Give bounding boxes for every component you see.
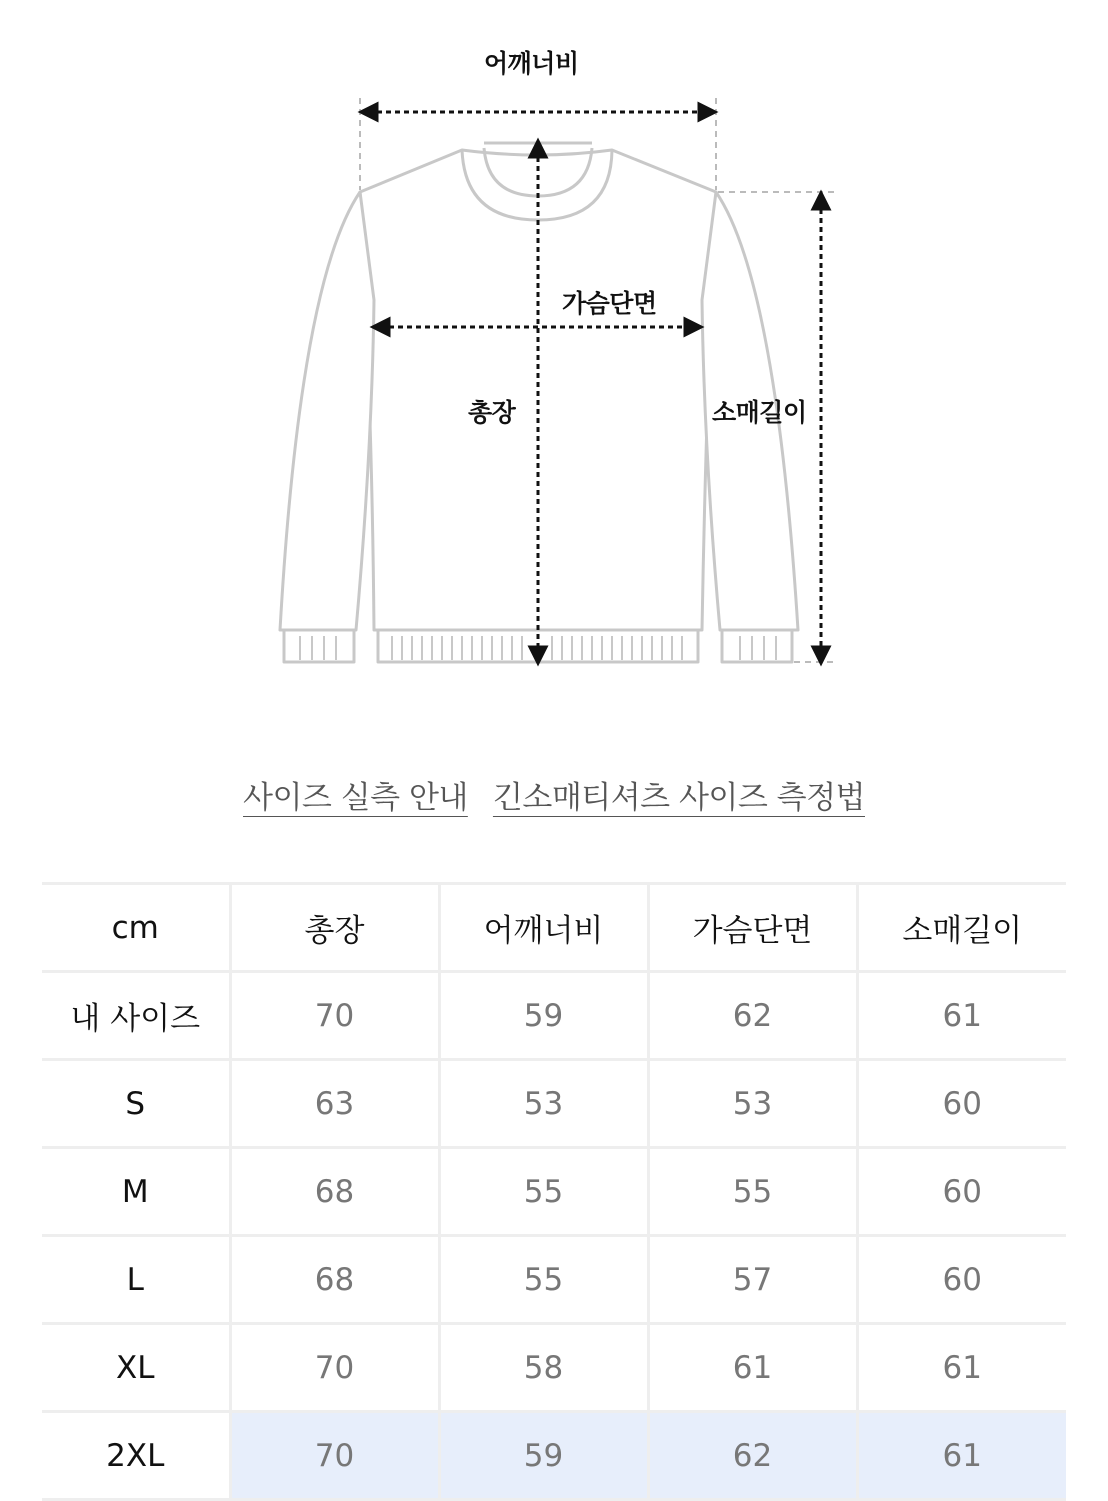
long-sleeve-measurement-method-link[interactable]: 긴소매티셔츠 사이즈 측정법 [492, 780, 865, 816]
size-name: 내 사이즈 [42, 972, 230, 1060]
cell-value: 53 [439, 1060, 648, 1148]
cell-value: 63 [230, 1060, 439, 1148]
cell-value: 60 [857, 1148, 1066, 1236]
cell-value: 59 [439, 972, 648, 1060]
table-row [42, 972, 1066, 1060]
cell-value: 57 [648, 1236, 857, 1324]
table-row-highlighted [42, 1412, 1066, 1500]
unit-header: cm [42, 884, 230, 972]
cell-value: 62 [648, 1412, 857, 1500]
cell-value: 61 [857, 972, 1066, 1060]
table-header-row [42, 884, 1066, 972]
cell-value: 59 [439, 1412, 648, 1500]
cell-value: 55 [439, 1148, 648, 1236]
table-row [42, 1236, 1066, 1324]
header-total-length: 총장 [230, 884, 439, 972]
header-chest-width: 가슴단면 [648, 884, 857, 972]
cell-value: 60 [857, 1060, 1066, 1148]
size-table [42, 882, 1066, 1501]
cell-value: 70 [230, 972, 439, 1060]
header-sleeve-length: 소매길이 [857, 884, 1066, 972]
table-row [42, 1060, 1066, 1148]
cell-value: 55 [439, 1236, 648, 1324]
sleeve-length-label: 소매길이 [712, 398, 807, 427]
cell-value: 61 [857, 1324, 1066, 1412]
cell-value: 53 [648, 1060, 857, 1148]
header-shoulder-width: 어깨너비 [439, 884, 648, 972]
total-length-label: 총장 [468, 398, 516, 427]
cell-value: 55 [648, 1148, 857, 1236]
cell-value: 61 [648, 1324, 857, 1412]
sweatshirt-measurement-diagram [0, 0, 1108, 720]
cell-value: 70 [230, 1412, 439, 1500]
size-name: XL [42, 1324, 230, 1412]
table-row [42, 1148, 1066, 1236]
chest-width-label: 가슴단면 [562, 289, 657, 318]
table-row [42, 1324, 1066, 1412]
size-name: M [42, 1148, 230, 1236]
cell-value: 60 [857, 1236, 1066, 1324]
cell-value: 58 [439, 1324, 648, 1412]
cell-value: 68 [230, 1148, 439, 1236]
size-name: S [42, 1060, 230, 1148]
size-name: L [42, 1236, 230, 1324]
size-name: 2XL [42, 1412, 230, 1500]
cell-value: 68 [230, 1236, 439, 1324]
cell-value: 61 [857, 1412, 1066, 1500]
cell-value: 62 [648, 972, 857, 1060]
cell-value: 70 [230, 1324, 439, 1412]
shoulder-width-label: 어깨너비 [484, 49, 579, 78]
size-guide-links [0, 772, 1108, 817]
size-measurement-guide-link[interactable]: 사이즈 실측 안내 [243, 780, 468, 816]
